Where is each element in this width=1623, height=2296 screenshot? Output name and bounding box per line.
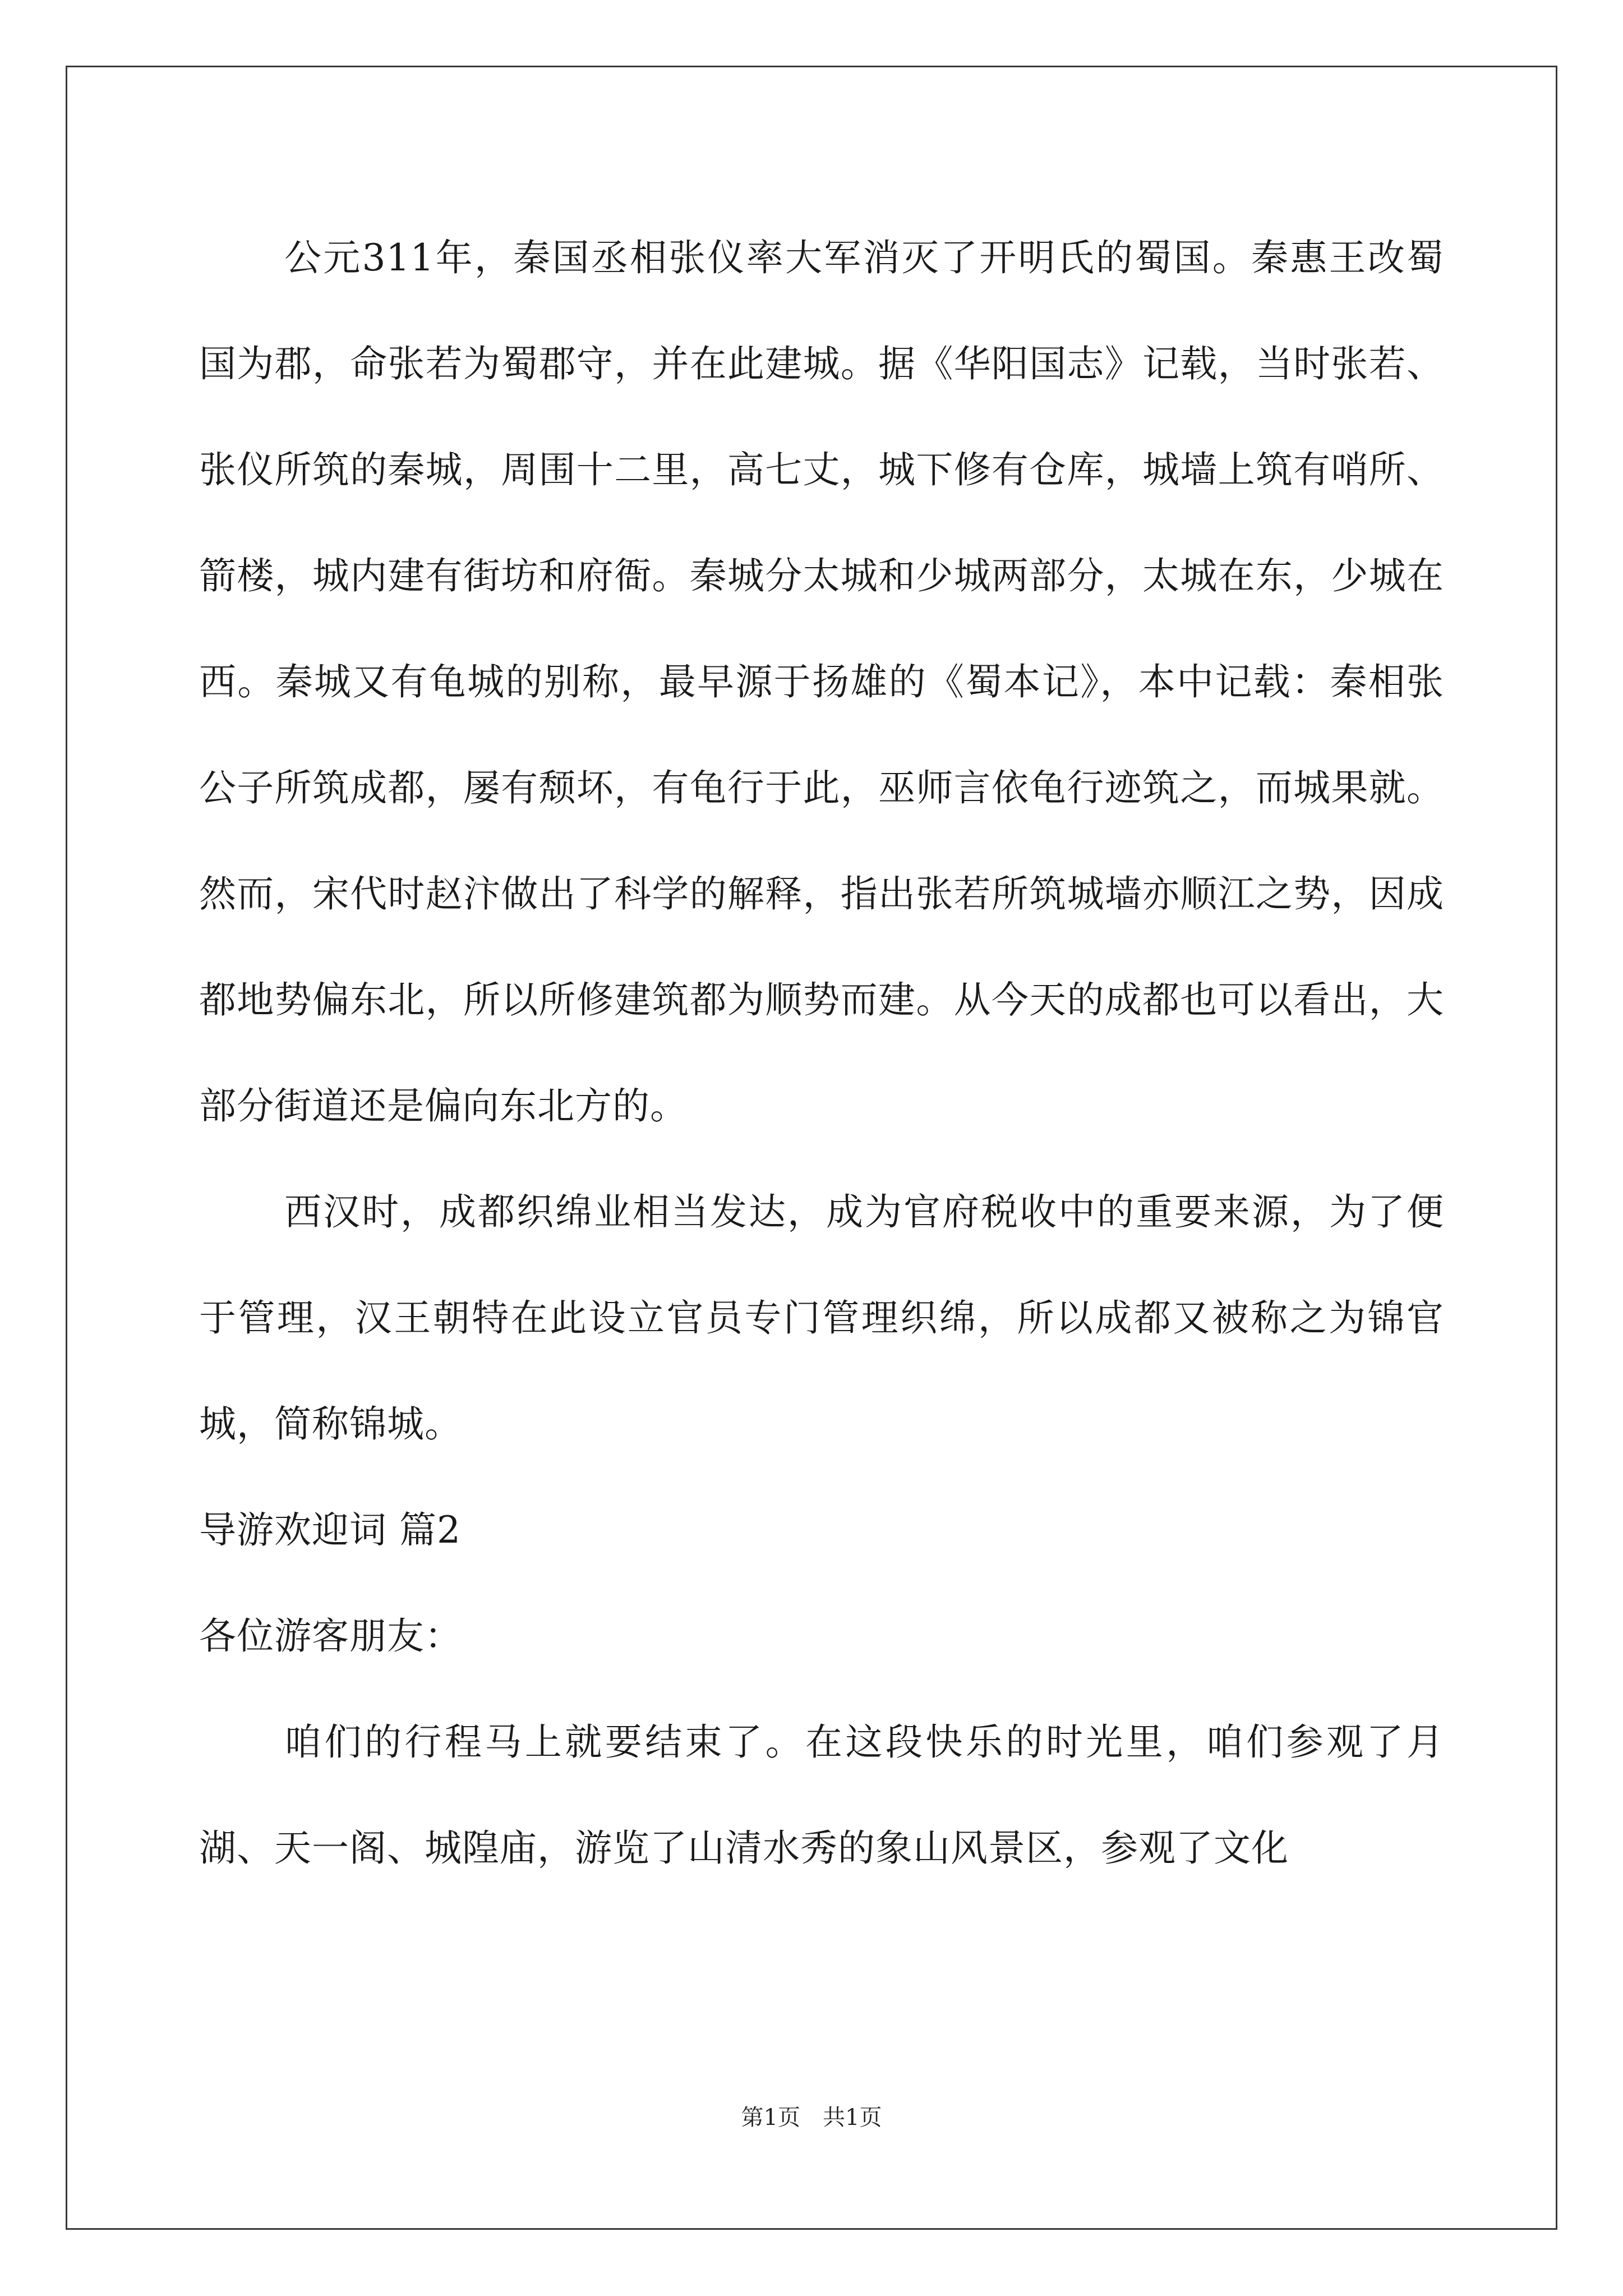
paragraph-1: 公元311年，秦国丞相张仪率大军消灭了开明氏的蜀国。秦惠王改蜀国为郡，命张若为蜀郡守，并在此建城。据《华阳国志》记载，当时张若、张仪所筑的秦城，周围十二里，高七丈，城下修有仓库，城墙上筑有哨所、箭楼，城内建有街坊和府衙。秦城分太城和少城两部分，太城在东，少城在西。秦城又有龟城的别称，最早源于扬雄的《蜀本记》，本中记载：秦相张公子所筑成都，屡有颓坏，有龟行于此，巫师言依龟行迹筑之，而城果就。然而，宋代时赵汴做出了科学的解释，指出张若所筑城墙亦顺江之势，因成都地势偏东北，所以所修建筑都为顺势而建。从今天的成都也可以看出，大部分街道还是偏向东北方的。 [199, 236, 1444, 1128]
greeting-line: 各位游客朋友： [199, 1614, 462, 1658]
page-number-footer: 第1页 共1页 [741, 2105, 882, 2131]
paragraph-3: 咱们的行程马上就要结束了。在这段快乐的时光里，咱们参观了月湖、天一阁、城隍庙，游览了山清水秀的象山风景区，参观了文化 [199, 1720, 1444, 1870]
document-body [199, 205, 1444, 1901]
paragraph-2: 西汉时，成都织绵业相当发达，成为官府税收中的重要来源，为了便于管理，汉王朝特在此设立官员专门管理织绵，所以成都又被称之为锦官城，简称锦城。 [199, 1190, 1444, 1446]
section-heading: 导游欢迎词 篇2 [199, 1508, 461, 1552]
